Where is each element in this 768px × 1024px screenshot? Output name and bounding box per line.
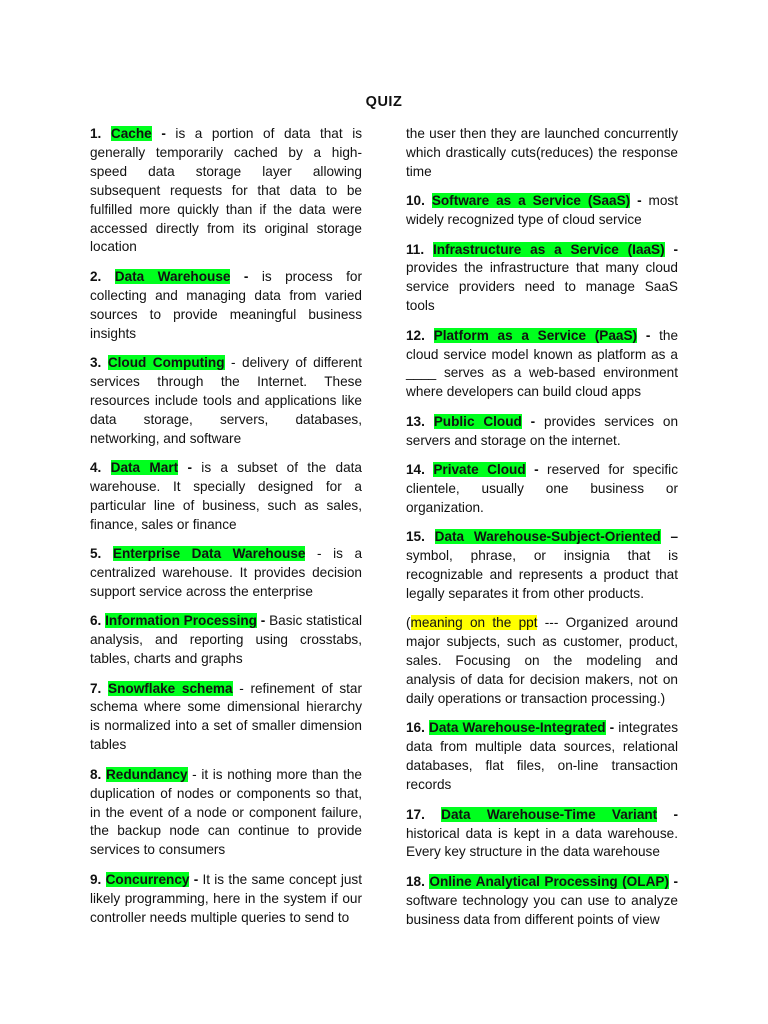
item-definition: software technology you can use to analyze business data from different points of view (406, 892, 678, 927)
item-separator: - (637, 193, 642, 209)
item-separator: - (161, 126, 166, 141)
item-separator: - (260, 613, 266, 629)
item-separator: - (193, 871, 199, 887)
item-number: 18. (406, 873, 425, 889)
quiz-item-9 (90, 871, 362, 928)
item-term: Private Cloud (433, 462, 526, 478)
item-definition: provides services on servers and storage on the internet. (406, 413, 679, 448)
quiz-item-14 (406, 461, 678, 518)
item-term: Data Mart (110, 460, 179, 475)
quiz-item-4 (90, 459, 362, 535)
item-definition: It is the same concept just likely programming, here in the system if our controller needs multiple queries to send to (90, 871, 362, 925)
quiz-item-8 (90, 766, 362, 861)
item-number: 15. (406, 529, 425, 545)
item-number: 10. (406, 193, 425, 209)
item-term: Data Warehouse (114, 268, 231, 284)
quiz-item-18 (406, 873, 678, 930)
item-definition: Basic statistical analysis, and reporting using crosstabs, tables, charts and graphs (90, 613, 363, 667)
note-open-paren: ( (406, 615, 411, 631)
item-term: Concurrency (105, 871, 190, 887)
quiz-item-6 (90, 612, 362, 669)
item-term: Infrastructure as a Service (IaaS) (432, 241, 665, 257)
item-term: Redundancy (105, 766, 188, 782)
item-separator: - (645, 327, 651, 343)
item-definition: refinement of star schema where some dimensional hierarchy is normalized into a set of smaller dimension tables (90, 680, 363, 753)
item-definition: reserved for specific clientele, usually one business or organization. (406, 462, 678, 515)
item-term: Software as a Service (SaaS) (431, 193, 631, 209)
quiz-item-16 (406, 719, 678, 795)
item-term: Data Warehouse-Subject-Oriented (434, 529, 661, 545)
item-separator: - (239, 680, 244, 696)
item-number: 5. (90, 546, 102, 562)
item-number: 16. (406, 720, 425, 736)
item-term: Cloud Computing (107, 354, 225, 370)
item-number: 4. (90, 460, 102, 475)
item-number: 7. (90, 680, 102, 696)
item-number: 13. (406, 413, 425, 429)
item-definition: integrates data from multiple data sources, relational databases, flat files, on-line transaction records (406, 720, 678, 793)
item-separator: - (534, 462, 539, 478)
item-term: Data Warehouse-Time Variant (441, 806, 658, 822)
item-number: 3. (90, 354, 102, 370)
item-number: 6. (90, 613, 102, 629)
item-number: 12. (406, 327, 425, 343)
item-definition: the cloud service model known as platform as a ____ serves as a web-based environment where developers can build cloud apps (406, 327, 679, 400)
item-number: 8. (90, 766, 102, 782)
item-term: Snowflake schema (108, 680, 233, 696)
item-number: 1. (90, 126, 102, 141)
item-number: 11. (406, 241, 425, 257)
item-number: 14. (406, 462, 425, 478)
item-separator: - (187, 460, 192, 475)
item-separator: - (243, 268, 249, 284)
item-separator: - (530, 413, 536, 429)
note-highlight: meaning on the ppt (410, 615, 538, 631)
quiz-item-13 (406, 413, 678, 451)
item-separator: - (673, 873, 679, 889)
item-term: Online Analytical Processing (OLAP) (429, 873, 669, 889)
quiz-item-3 (90, 354, 362, 449)
item-definition: it is nothing more than the duplication of nodes or components so that, in the event of a node or component failure, the backup node can continue to provide services to consumers (90, 766, 362, 858)
item-term: Public Cloud (433, 413, 522, 429)
item-number: 17. (406, 806, 425, 822)
item-number: 2. (90, 268, 102, 284)
quiz-item-9-continued: the user then they are launched concurrently which drastically cuts(reduces) the response time (406, 126, 678, 179)
item-separator: - (673, 806, 678, 822)
page-title: QUIZ (365, 94, 403, 110)
left-column (90, 125, 362, 938)
quiz-item-11 (406, 241, 678, 317)
quiz-item-12 (406, 327, 678, 403)
item-term: Data Warehouse-Integrated (429, 720, 606, 736)
right-column (406, 125, 678, 940)
item-definition: is a subset of the data warehouse. It specially designed for a particular line of business, such as sales, finance, sales or finance (90, 460, 362, 532)
item-separator: – (670, 529, 678, 545)
quiz-item-17 (406, 806, 678, 863)
ppt-meaning-note (406, 614, 678, 709)
item-definition: provides the infrastructure that many cloud service providers need to manage SaaS tools (406, 260, 678, 314)
item-separator: - (192, 766, 197, 782)
item-term: Information Processing (105, 613, 257, 629)
item-definition: is a centralized warehouse. It provides decision support service across the enterprise (90, 546, 362, 599)
item-definition: symbol, phrase, or insignia that is recognizable and represents a product that legally separates it from other products. (406, 548, 678, 602)
item-definition: historical data is kept in a data warehouse. Every key structure in the data warehouse (406, 825, 678, 860)
quiz-item-15 (406, 528, 678, 604)
quiz-item-2 (90, 268, 362, 344)
quiz-item-10 (406, 192, 678, 230)
item-term: Platform as a Service (PaaS) (433, 327, 638, 343)
item-term: Enterprise Data Warehouse (112, 546, 306, 562)
item-separator: - (231, 354, 236, 370)
item-number: 9. (90, 871, 102, 887)
item-definition: is process for collecting and managing data from varied sources to provide meaningful business insights (90, 268, 362, 341)
quiz-item-1 (90, 125, 362, 257)
item-separator: - (317, 546, 322, 562)
item-separator: - (673, 241, 678, 257)
item-term: Cache (110, 126, 152, 141)
item-separator: - (609, 720, 615, 736)
quiz-item-5 (90, 545, 362, 602)
item-definition: most widely recognized type of cloud service (406, 193, 678, 228)
quiz-item-7 (90, 680, 362, 756)
note-text: --- Organized around major subjects, such as customer, product, sales. Focusing on the modeling and analysis of data for decision makers, not on daily operations or transaction processing.) (406, 615, 678, 707)
item-definition: is a portion of data that is generally temporarily cached by a high-speed data storage layer allowing subsequent requests for that data to be fulfilled more quickly than if the data were accessed directly from its original storage location (90, 126, 363, 255)
item-definition: delivery of different services through the Internet. These resources include tools and applications like data storage, servers, databases, networking, and software (90, 354, 363, 446)
